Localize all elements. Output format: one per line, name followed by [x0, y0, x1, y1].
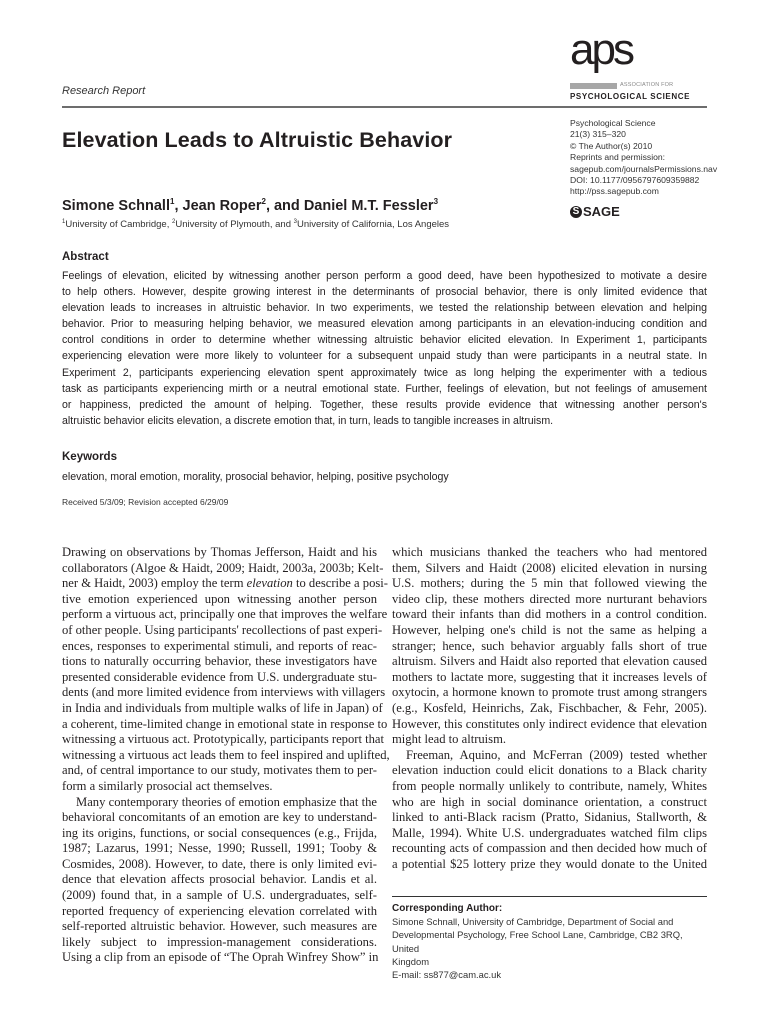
- text-line: dence that elevation affects prosocial behavior. Landis et al.: [62, 872, 377, 887]
- text-line: task as participants experiencing mirth or a neutral emotional state. Further, feelings of elevation, but not feelings of amusement: [62, 382, 707, 395]
- text-line: altruism. Silvers and Haidt also reported that elevation caused: [392, 654, 707, 669]
- author-separator: , and: [265, 198, 304, 214]
- corresponding-address: Kingdom: [392, 955, 430, 967]
- text-line: mothers to lactate more, suggesting that it increases levels of: [392, 669, 707, 684]
- text-line: elevation leads to increases in altruistic behavior. In two experiments, we tested the relationship between elevation and helping: [62, 302, 707, 315]
- journal-name: Psychological Science: [570, 118, 656, 128]
- sage-logo: [570, 204, 620, 219]
- paper-title: Elevation Leads to Altruistic Behavior: [62, 128, 453, 152]
- logo-bar: [570, 83, 617, 89]
- text-line: video clip, these mothers directed more nurturant behaviors: [392, 591, 707, 606]
- affiliation-mark: 2: [172, 218, 176, 225]
- sage-logo-text: SAGE: [583, 204, 620, 219]
- keywords-list: elevation, moral emotion, morality, prosocial behavior, helping, positive psychology: [62, 471, 449, 483]
- section-label: Research Report: [62, 85, 146, 97]
- text-line: However, this constitutes only indirect evidence that elevation: [392, 716, 707, 731]
- aps-logo: [570, 22, 691, 104]
- text-line: Experiment 2, participants experiencing elevation spent approximately twice as long helping the experimenter with a tedious: [62, 366, 707, 379]
- text-line: which musicians thanked the teachers who had mentored: [392, 545, 707, 559]
- affiliation: University of Cambridge,: [65, 219, 172, 230]
- text-line: (2009) found that, in a sample of U.S. undergraduates, self-: [62, 888, 377, 903]
- text-line: and, of central importance to our study, motivates them to per-: [62, 763, 377, 778]
- text-line: to help others. However, despite growing interest in the determinants of prosocial behavior, there is only limited evidence that: [62, 286, 707, 299]
- text-line: self-reported altruistic behavior. However, such measures are: [62, 919, 377, 934]
- affiliation-mark: 3: [293, 218, 297, 225]
- text-line: likely subject to impression-management considerations.: [62, 934, 377, 949]
- author-affiliation-mark: 2: [261, 197, 266, 207]
- text-line: Freeman, Aquino, and McFerran (2009) tested whether: [406, 747, 707, 762]
- text-line: collaborators (Algoe & Haidt, 2009; Haidt, 2003a, 2003b; Kelt-: [62, 560, 384, 575]
- sage-s-icon: S: [570, 206, 582, 218]
- text-line: Malle, 1994). White U.S. undergraduates watched film clips: [392, 825, 707, 840]
- text-line: tions to naturally occurring behavior, these investigators have: [62, 654, 377, 669]
- author-separator: ,: [174, 198, 183, 214]
- text-line: ing its origins, functions, or social consequences (e.g., Frijda,: [62, 825, 377, 840]
- text-line: control conditions in order to determine whether witnessing altruistic behavior elicited elevation. In Experiment 1, participants: [62, 334, 707, 347]
- text-line: altruistic behavior elicits elevation, a discrete emotion that, in turn, leads to tangible increases in altruism.: [62, 414, 554, 427]
- text-line: experiencing elevation were more likely to volunteer for a subsequent unpaid study than were participants in a neutral state. In: [62, 350, 707, 363]
- text-line: Feelings of elevation, elicited by witnessing another person perform a good deed, have been hypothesized to motivate a desire: [62, 270, 707, 282]
- text-line: a potential $25 lottery prize they would donate to the United: [392, 856, 707, 871]
- text-line: or happiness, predicted the amount of helping. Together, these results provide evidence that witnessing another person's: [62, 398, 707, 411]
- body-column-left: [62, 545, 390, 966]
- received-dates: Received 5/3/09; Revision accepted 6/29/09: [62, 497, 229, 507]
- text-line: linked to anti-Black racism (Pratto, Sidanius, Stallworth, &: [392, 810, 707, 825]
- text-line: might lead to altruism.: [392, 732, 507, 747]
- text-line: U.S. mothers; during the 5 min that followed viewing the: [392, 576, 707, 591]
- text-line: dents (and more limited evidence from interviews with villagers: [62, 685, 386, 700]
- corresponding-author-heading: Corresponding Author:: [392, 903, 503, 914]
- text-line: recounting acts of compassion and then decided how much of: [392, 841, 707, 856]
- abstract-heading: Abstract: [62, 251, 109, 263]
- text-line: behavior. Prior to measuring helping behavior, we measured elevation among participants in an elevation-inducing condition and: [62, 318, 707, 331]
- text-line: Drawing on observations by Thomas Jefferson, Haidt and his: [62, 545, 377, 559]
- body-column-right: [392, 545, 707, 872]
- text-line: reported frequency of experiencing elevation correlated with: [62, 903, 377, 918]
- text-line: [62, 576, 388, 592]
- corresponding-email[interactable]: E-mail: ss877@cam.ac.uk: [392, 969, 502, 981]
- abstract-text: [62, 268, 707, 429]
- aps-logo-mark: aps: [570, 25, 632, 74]
- text-line: form a similarly prosocial act themselves.: [62, 778, 273, 793]
- journal-issue: 21(3) 315–320: [570, 129, 626, 140]
- author-name: Daniel M.T. Fessler: [303, 198, 434, 214]
- corresponding-address: Developmental Psychology, Free School Lane, Cambridge, CB2 3RQ, United: [392, 929, 683, 954]
- affiliation: University of Plymouth, and: [175, 219, 294, 230]
- text-line: from people normally unlikely to contribute, namely, Whites: [392, 778, 707, 793]
- text-line: tive emotion experienced upon witnessing another person: [62, 591, 377, 606]
- text-line: elevation induction could elicit donations to a Black charity: [392, 763, 707, 778]
- doi[interactable]: DOI: 10.1177/0956797609359882: [570, 175, 700, 186]
- author-affiliation-mark: 1: [169, 197, 175, 207]
- text-line: behavioral concomitants of an emotion are key to understand-: [62, 810, 377, 825]
- keywords-heading: Keywords: [62, 451, 117, 463]
- text-line: Cosmides, 2008). However, to date, there is only limited evi-: [62, 856, 377, 871]
- text-line: (e.g., Kosfeld, Heinrichs, Zak, Fischbacher, & Fehr, 2005).: [392, 700, 707, 715]
- text-line: Using a clip from an episode of “The Oprah Winfrey Show” in: [62, 950, 379, 965]
- permissions-link[interactable]: sagepub.com/journalsPermissions.nav: [570, 163, 718, 174]
- text-line: presented considerable evidence from U.S. undergraduate stu-: [62, 669, 377, 684]
- text-line: witnessing a virtuous act. Prototypically, participants report that: [62, 732, 385, 747]
- journal-info: [570, 118, 717, 198]
- corresponding-author: [392, 902, 712, 981]
- text-line: them, Silvers and Haidt (2008) elicited elevation in nursing: [392, 560, 707, 575]
- emphasized-term: elevation: [246, 576, 293, 591]
- text-line: perform a virtuous act, principally one that improves the welfare: [62, 607, 388, 622]
- author-list: [62, 197, 438, 215]
- author-affiliation-mark: 3: [433, 197, 439, 207]
- reprints-label: Reprints and permission:: [570, 152, 666, 163]
- text-line: oxytocin, a hormone known to promote trust among strangers: [392, 685, 707, 700]
- logo-society-name: PSYCHOLOGICAL SCIENCE: [570, 92, 691, 101]
- text-line: in India and individuals from multiple walks of life in Japan) of: [62, 700, 383, 715]
- affiliation: University of California, Los Angeles: [296, 219, 450, 230]
- journal-url[interactable]: http://pss.sagepub.com: [570, 186, 659, 197]
- logo-association-text: ASSOCIATION FOR: [620, 82, 674, 88]
- text-line: Many contemporary theories of emotion emphasize that the: [76, 794, 377, 809]
- text-segment: ner & Haidt, 2003) employ the term: [62, 576, 247, 591]
- affiliations: [62, 219, 449, 231]
- header-divider: [62, 106, 707, 108]
- text-segment: to describe a posi-: [292, 576, 388, 591]
- affiliation-mark: 1: [62, 218, 66, 225]
- author-name: Jean Roper: [182, 198, 262, 214]
- text-line: a coherent, time-limited change in emotional state in response to: [62, 716, 388, 731]
- text-line: witnessing a virtuous act leads them to feel inspired and uplifted,: [62, 747, 390, 762]
- text-line: 1987; Lazarus, 1991; Nesse, 1990; Russell, 1991; Tooby &: [62, 841, 377, 856]
- footnote-divider: [392, 896, 707, 897]
- text-line: However, helping one's child is not the same as helping a: [392, 622, 707, 637]
- text-line: stranger; hence, such behavior arguably falls short of true: [392, 638, 707, 653]
- text-line: who are high in social dominance orientation, a construct: [392, 794, 707, 809]
- author-name: Simone Schnall: [62, 198, 170, 214]
- text-line: ences, responses to experimental stimuli, and reports of reac-: [62, 638, 377, 653]
- copyright: © The Author(s) 2010: [570, 140, 653, 151]
- text-line: toward their infants than did mothers in a control condition.: [392, 607, 707, 622]
- corresponding-address: Simone Schnall, University of Cambridge, Department of Social and: [392, 916, 674, 928]
- text-line: of other people. Using participants' recollections of past experi-: [62, 622, 383, 637]
